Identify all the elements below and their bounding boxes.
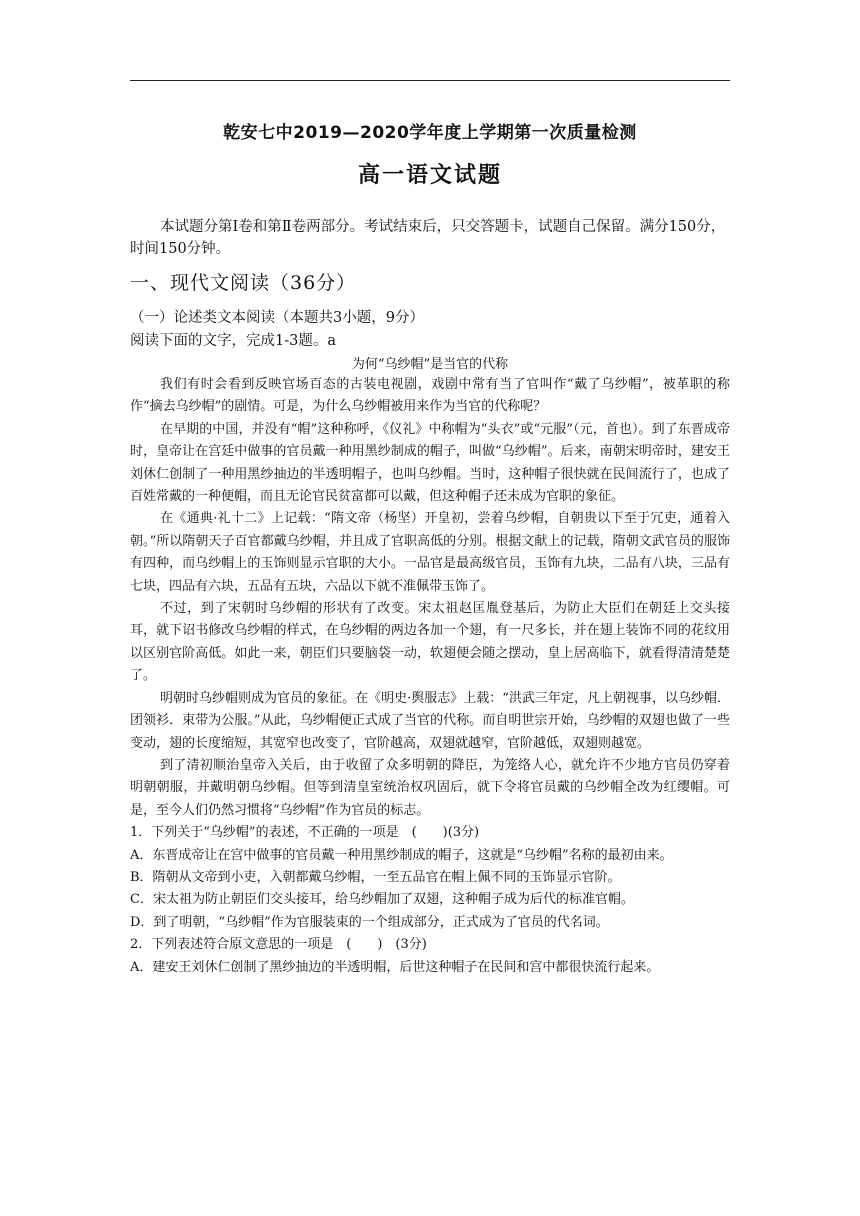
- subsection-title: （一）论述类文本阅读（本题共3小题，9分）: [130, 310, 424, 326]
- passage-body: [130, 374, 730, 979]
- instructions: 本试题分第Ⅰ卷和第Ⅱ卷两部分。考试结束后，只交答题卡，试题自己保留。满分150分，时间150分钟。: [130, 219, 726, 257]
- exam-title: 乾安七中2019—2020学年度上学期第一次质量检测: [223, 123, 637, 143]
- question-2-option-a: A．建安王刘休仁创制了黑纱抽边的半透明帽，后世这种帽子在民间和宫中都很快流行起来。: [130, 959, 660, 975]
- question-2-stem: 2．下列表述符合原文意思的一项是 ( ) (3分): [130, 937, 427, 953]
- question-1-stem: 1．下列关于“乌纱帽”的表述，不正确的一项是 ( )(3分): [130, 825, 480, 841]
- paragraph: 明朝时乌纱帽则成为官员的象征。在《明史·舆服志》上载：“洪武三年定，凡上朝视事，以乌纱帽．团领衫．束带为公服。”从此，乌纱帽便正式成了当官的代称。而自明世宗开始，乌纱帽的双翅也做了一些变动，翅的长度缩短，其宽窄也改变了，官阶越高，双翅就越窄，官阶越低，双翅则越宽。: [130, 690, 730, 751]
- question-1-option-d: D．到了明朝，“乌纱帽”作为官服装束的一个组成部分，正式成为了官员的代名词。: [130, 914, 609, 930]
- question-1-option-c: C．宋太祖为防止朝臣们交头接耳，给乌纱帽加了双翅，这种帽子成为后代的标准官帽。: [130, 892, 634, 908]
- reading-prompt: 阅读下面的文字，完成1-3题。a: [130, 333, 336, 349]
- question-1-option-b: B．隋朝从文帝到小吏，入朝都戴乌纱帽，一至五品官在帽上佩不同的玉饰显示官阶。: [130, 869, 621, 885]
- paragraph: 我们有时会看到反映官场百态的古装电视剧，戏剧中常有当了官叫作“戴了乌纱帽”，被革职的称作“摘去乌纱帽”的剧情。可是，为什么乌纱帽被用来作为当官的代称呢？: [130, 377, 730, 415]
- paragraph: 在早期的中国，并没有“帽”这种称呼，《仪礼》中称帽为“头衣”或“元服”（元，首也）。到了东晋成帝时，皇帝让在宫廷中做事的官员戴一种用黑纱制成的帽子，叫做“乌纱帽”。后来，南朝宋明帝时，建安王刘休仁创制了一种用黑纱抽边的半透明帽子，也叫乌纱帽。当时，这种帽子很快就在民间流行了，也成了百姓常戴的一种便帽，而且无论官民贫富都可以戴，但这种帽子还未成为官职的象征。: [130, 421, 730, 505]
- header-rule: [130, 80, 730, 81]
- question-1-option-a: A．东晋成帝让在宫中做事的官员戴一种用黑纱制成的帽子，这就是“乌纱帽”名称的最初由来。: [130, 847, 673, 863]
- section-title: 一、现代文阅读（36分）: [130, 272, 357, 294]
- passage-title: 为何“乌纱帽”是当官的代称: [351, 357, 509, 372]
- paragraph: 到了清初顺治皇帝入关后，由于收留了众多明朝的降臣，为笼络人心，就允许不少地方官员仍穿着明朝朝服，并戴明朝乌纱帽。但等到清皇室统治权巩固后，就下令将官员戴的乌纱帽全改为红缨帽。可是，至今人们仍然习惯将“乌纱帽”作为官员的标志。: [130, 757, 730, 818]
- paragraph: 在《通典·礼十二》上记载：“隋文帝（杨坚）开皇初，尝着乌纱帽，自朝贵以下至于冗吏，通着入朝。”所以隋朝天子百官都戴乌纱帽，并且成了官职高低的分别。根据文献上的记载，隋朝文武官员的服饰有四种，而乌纱帽上的玉饰则显示官职的大小。一品官是最高级官员，玉饰有九块，二品有八块，三品有七块，四品有六块，五品有五块，六品以下就不准佩带玉饰了。: [130, 511, 730, 594]
- paragraph: 不过，到了宋朝时乌纱帽的形状有了改变。宋太祖赵匡胤登基后，为防止大臣们在朝廷上交头接耳，就下诏书修改乌纱帽的样式，在乌纱帽的两边各加一个翅，有一尺多长，并在翅上装饰不同的花纹用以区别官阶高低。如此一来，朝臣们只要脑袋一动，软翅便会随之摆动，皇上居高临下，就看得清清楚楚了。: [130, 601, 730, 684]
- subject-title: 高一语文试题: [357, 162, 502, 188]
